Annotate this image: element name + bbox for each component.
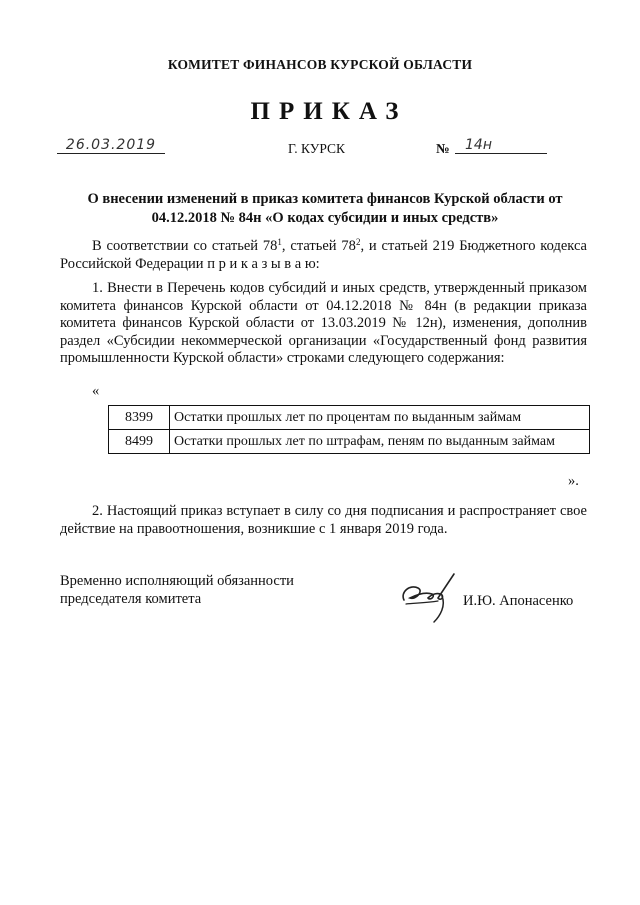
intro-sup-2: 2 xyxy=(355,237,361,247)
description-cell: Остатки прошлых лет по процентам по выданным займам xyxy=(170,406,590,430)
table-row xyxy=(109,430,590,454)
codes-table xyxy=(108,405,590,454)
quote-close: ». xyxy=(568,473,579,489)
signatory-name: И.Ю. Апонасенко xyxy=(463,593,574,609)
signatory-title-line-1: Временно исполняющий обязанности xyxy=(60,573,294,589)
quote-open: « xyxy=(92,383,100,399)
intro-sup-1: 1 xyxy=(277,237,282,247)
city-label: Г. КУРСК xyxy=(288,141,346,156)
item-2-text: 2. Настоящий приказ вступает в силу со дня подписания и распространяет свое действие на правоотношения, возникшие с 1 января 2019 года. xyxy=(60,503,587,537)
heading-line-2: 04.12.2018 № 84н «О кодах субсидии и иных средств» xyxy=(151,210,499,226)
signatory-title-line-2: председателя комитета xyxy=(60,590,202,607)
document-title: ПРИКАЗ xyxy=(250,98,408,125)
item-1-paragraph xyxy=(60,280,587,368)
description-cell: Остатки прошлых лет по штрафам, пеням по выданным займам xyxy=(170,430,590,454)
intro-text-2: , статьей 78 xyxy=(281,238,356,254)
intro-paragraph xyxy=(60,238,587,273)
organization-name: КОМИТЕТ ФИНАНСОВ КУРСКОЙ ОБЛАСТИ xyxy=(167,57,473,72)
handwritten-signature xyxy=(398,570,460,626)
item-1-text: 1. Внести в Перечень кодов субсидий и иных средств, утвержденный приказом комитета финансов Курской области от 04.12.2018 № 84н (в редакции приказа комитета финансов Курской области от 13.03.2019 № 12н), изменения, дополнив раздел «Субсидии некоммерческой организации «Государственный фонд развития промышленности Курской области» строками следующего содержания: xyxy=(60,280,587,366)
handwritten-date: 26.03.2019 xyxy=(57,137,165,154)
intro-text-1: В соответствии со статьей 78 xyxy=(92,238,278,254)
intro-text-3: , и статьей 219 Бюджетного кодекса Российской Федерации п р и к а з ы в а ю: xyxy=(60,238,587,272)
signatory-title xyxy=(60,573,294,608)
code-cell: 8499 xyxy=(109,430,170,454)
number-label: № xyxy=(436,141,450,156)
table-row xyxy=(109,406,590,430)
item-2-paragraph xyxy=(60,503,587,538)
document-heading xyxy=(60,190,590,228)
handwritten-number: 14н xyxy=(455,137,547,154)
code-cell: 8399 xyxy=(109,406,170,430)
heading-line-1: О внесении изменений в приказ комитета финансов Курской области от xyxy=(87,191,563,207)
